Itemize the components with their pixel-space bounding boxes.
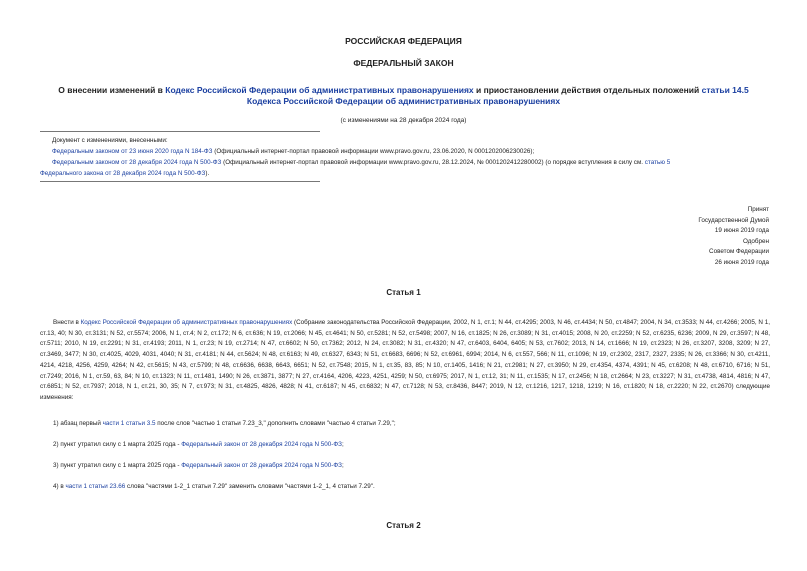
- acceptance-block: [698, 205, 769, 268]
- law-article-link[interactable]: статью 5: [644, 159, 671, 166]
- item-link[interactable]: части 1 статьи 23.66: [65, 483, 126, 490]
- law-link[interactable]: Федеральным законом от 23 июня 2020 года N 184-ФЗ: [52, 148, 213, 155]
- item-link[interactable]: части 1 статьи 3.5: [102, 420, 156, 427]
- article-2-heading: Статья 2: [386, 521, 421, 530]
- koap-link[interactable]: Кодекс Российской Федерации об административных правонарушениях: [80, 319, 293, 326]
- document-title: [30, 85, 777, 107]
- title-text: О внесении изменений в: [58, 85, 166, 95]
- title-link-koap[interactable]: Кодекс Российской Федерации об административных правонарушениях: [165, 85, 474, 95]
- accepted-body: Государственной Думой: [698, 216, 769, 224]
- article-1-paragraph: [40, 318, 770, 404]
- list-item: [53, 420, 773, 427]
- doc-changes-block: [40, 135, 775, 179]
- item-text: 4) в: [53, 483, 66, 490]
- law-type-heading: ФЕДЕРАЛЬНЫЙ ЗАКОН: [353, 58, 454, 68]
- doc-change-item: [40, 157, 775, 179]
- law-source-end: ).: [205, 170, 210, 177]
- law-link[interactable]: Федеральным законом от 28 декабря 2024 года N 500-ФЗ: [52, 159, 222, 166]
- item-text: слова "частями 1-2_1 статьи 7.29" заменить словами "частями 1-2_1, 4 статьи 7.29".: [125, 483, 375, 490]
- country-heading: РОССИЙСКАЯ ФЕДЕРАЦИЯ: [345, 36, 462, 46]
- accepted-date: 19 июня 2019 года: [714, 227, 769, 234]
- approved-date: 26 июня 2019 года: [714, 258, 769, 266]
- paragraph-text: (Собрание законодательства Российской Федерации, 2002, N 1, ст.1; N 44, ст.4295; 2003, N 46, ст.4434; N 50, ст.4847; 2004, N 34, ст.3533; N 44, ст.4266; 2005, N 1, ст.13, 40; N 30, ст.3131; N 52, ст.5574; 2006, N 1, ст.4; N 2, ст.172; N 6, ст.636; N 19, ст.2066; N 45, ст.4641; N 50, ст.5281; N 52, ст.5498; 2007, N 16, ст.1825; N 26, ст.3089; N 31, ст.4015; 2008, N 20, ст.2259; N 52, ст.6235, 6236; 2009, N 29, ст.3597; N 48, ст.5711; 2010, N 19, ст.2291; N 31, ст.4193; 2011, N 1, ст.23; N 19, ст.2714; N 47, ст.6602; N 50, ст.7362; 2012, N 24, ст.3082; N 31, ст.4320; N 47, ст.6403, 6404, 6405; N 53, ст.7602; 2013, N 14, ст.1666; N 19, ст.2323; N 26, ст.3207, 3208, 3209; N 27, ст.3469, 3477; N 30, ст.4025, 4029, 4031, 4040; N 31, ст.4181; N 44, ст.5624; N 48, ст.6163; N 49, ст.6327, 6343; N 51, ст.6683, 6696; N 52, ст.6961, 6994; 2014, N 6, ст.557, 566; N 11, ст.1096; N 19, ст.2302, 2317, 2327, 2335; N 26, ст.3366; N 30, ст.4211, 4214, 4218, 4256, 4259, 4264; N 42, ст.5615; N 43, ст.5799; N 48, ст.6636, 6638, 6643, 6651; N 52, ст.7548; 2015, N 1, ст.35, 83, 85; N 10, ст.1405, 1416; N 21, ст.2981; N 27, ст.3950; N 29, ст.4354, 4374, 4391; N 45, ст.6208; N 48, ст.6710, 6716; N 51, ст.7249; 2016, N 1, ст.59, 63, 84; N 10, ст.1323; N 11, ст.1481, 1490; N 26, ст.3871, 3877; N 27, ст.4164, 4206, 4223, 4251, 4259; N 50, ст.6975; 2017, N 1, ст.12, 31; N 11, ст.1535; N 17, ст.2456; N 18, ст.2664; N 23, ст.3227; N 31, ст.4738, 4814, 4816; N 47, ст.6851; N 52, ст.7937; 2018, N 1, ст.21, 30, 35; N 7, ст.973; N 31, ст.4825, 4826, 4828; N 41, ст.6187; N 45, ст.6832; N 47, ст.7128; N 53, ст.8436, 8447; 2019, N 12, ст.1216, 1217, 1218, 1219; N 16, ст.1820; N 18, ст.2220; N 22, ст.2670) следующие изменения:: [40, 319, 770, 401]
- item-text: 2) пункт утратил силу с 1 марта 2025 года -: [53, 441, 182, 448]
- law-link[interactable]: Федерального закона от 28 декабря 2024 года N 500-ФЗ: [40, 170, 206, 177]
- item-text: 3) пункт утратил силу с 1 марта 2025 года -: [53, 462, 182, 469]
- item-text: ;: [341, 462, 344, 469]
- article-1-heading: Статья 1: [386, 288, 421, 297]
- paragraph-text: Внести в: [53, 319, 81, 326]
- divider: [40, 181, 320, 182]
- divider: [40, 131, 320, 132]
- item-text: после слов "частью 1 статьи 7.23_3," дополнить словами "частью 4 статьи 7.29,";: [155, 420, 396, 427]
- list-item: [53, 483, 773, 490]
- approved-label: Одобрен: [742, 237, 769, 245]
- accepted-label: Принят: [747, 206, 769, 213]
- doc-change-item: [40, 146, 775, 157]
- item-link[interactable]: Федеральный закон от 28 декабря 2024 года N 500-ФЗ: [181, 462, 342, 469]
- list-item: [53, 462, 773, 469]
- law-source: (Официальный интернет-портал правовой информации www.pravo.gov.ru, 28.12.2024, № 0001202412280002) (о порядке вступления в силу см.: [221, 159, 645, 166]
- doc-changes-intro: Документ с изменениями, внесенными:: [52, 137, 168, 144]
- law-source: (Официальный интернет-портал правовой информации www.pravo.gov.ru, 23.06.2020, N 0001202006230026);: [212, 148, 535, 155]
- item-text: ;: [341, 441, 344, 448]
- item-link[interactable]: Федеральный закон от 28 декабря 2024 года N 500-ФЗ: [181, 441, 342, 448]
- title-text: и приостановлении действия отдельных положений: [473, 85, 702, 95]
- approved-body: Советом Федерации: [709, 248, 769, 255]
- title-link-article[interactable]: статьи 14.5: [701, 85, 749, 95]
- title-link-koap-2[interactable]: Кодекса Российской Федерации об административных правонарушениях: [246, 96, 561, 106]
- redaction-note: (с изменениями на 28 декабря 2024 года): [340, 117, 467, 124]
- list-item: [53, 441, 773, 448]
- item-text: 1) абзац первый: [53, 420, 103, 427]
